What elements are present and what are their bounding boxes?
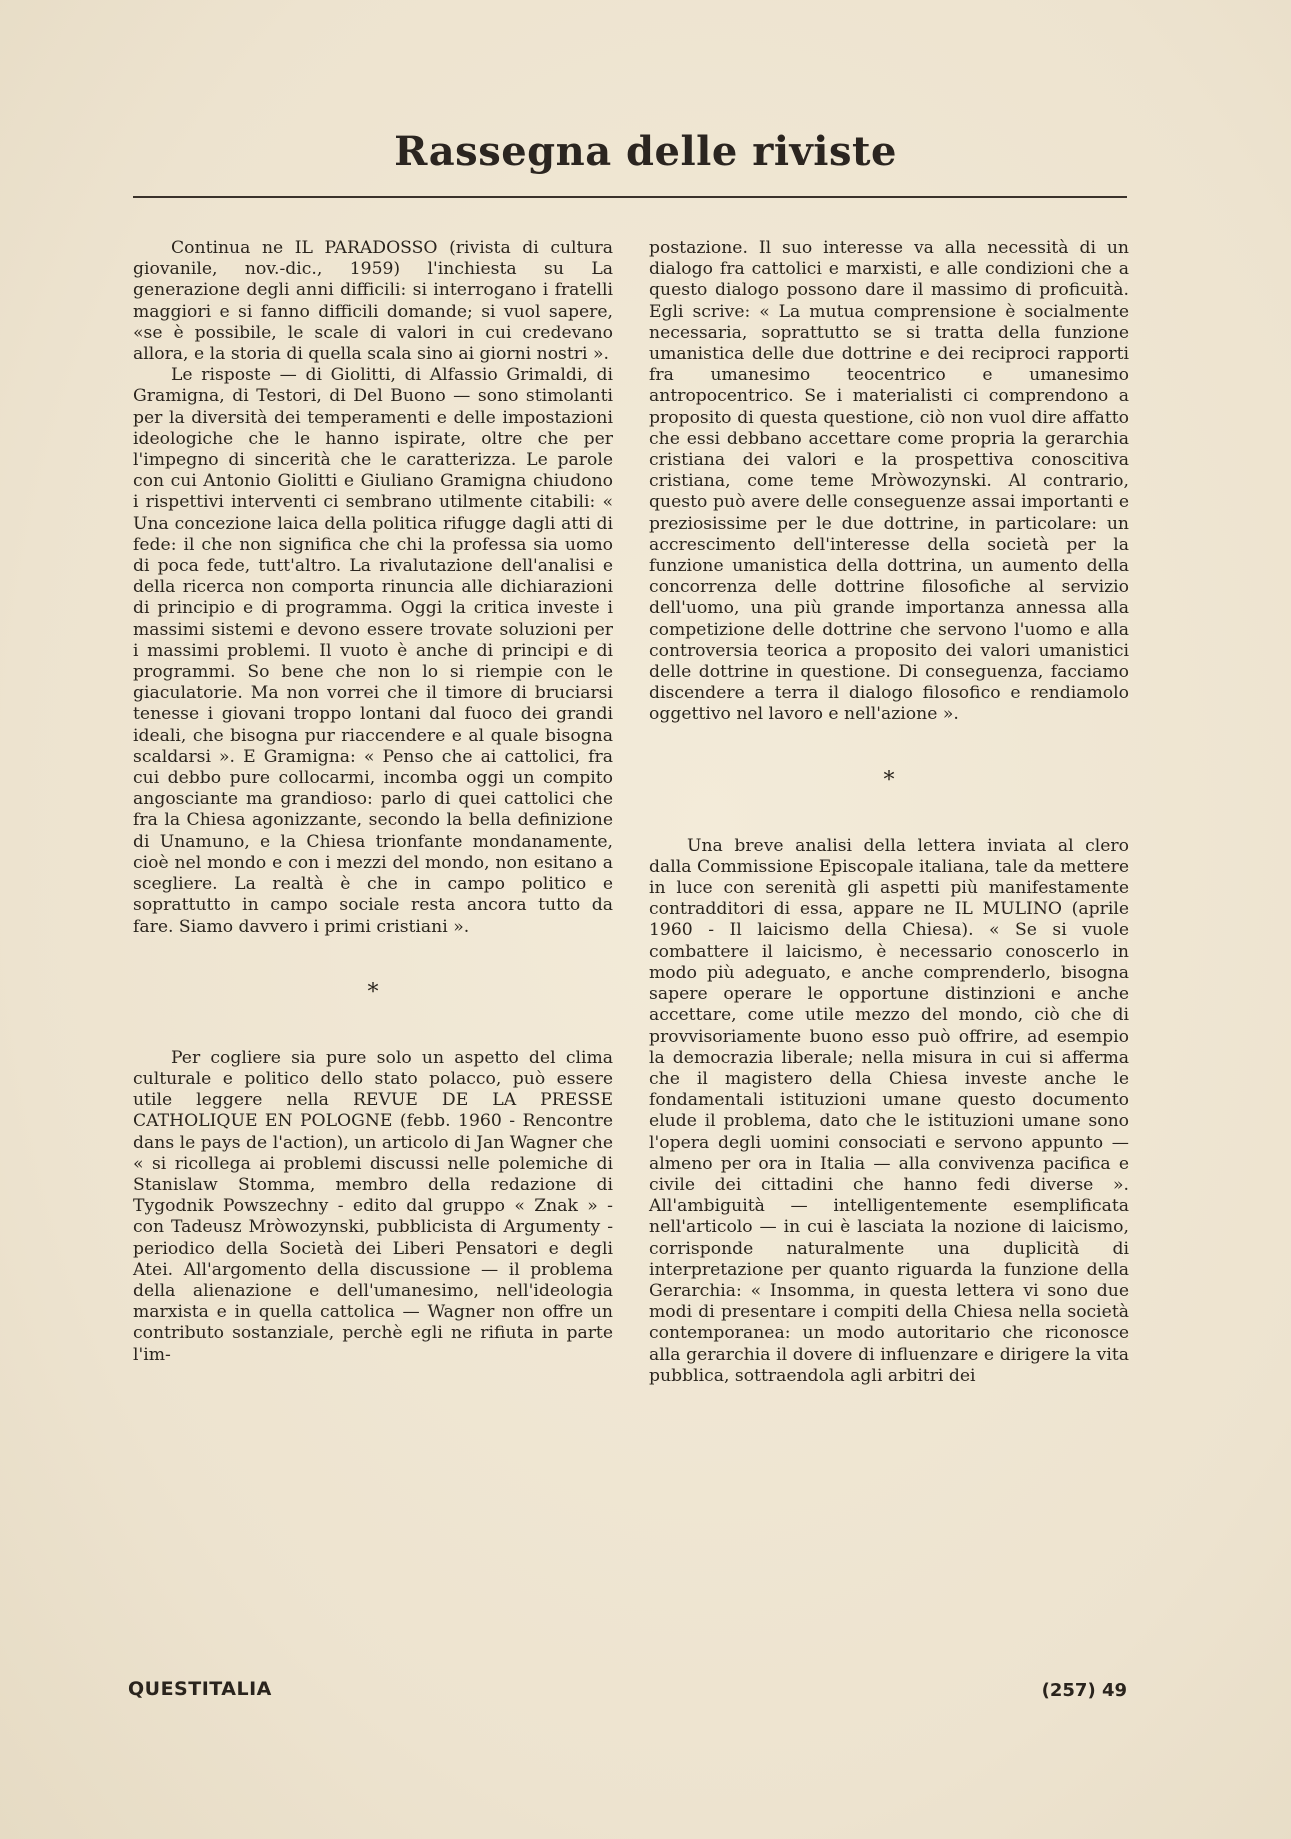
right-column bbox=[649, 238, 1129, 1387]
paragraph: Per cogliere sia pure solo un aspetto del clima culturale e politico dello stato polacco, può essere utile leggere nella REVUE DE LA PRESSE CATHOLIQUE EN POLOGNE (febb. 1960 - Rencontre dans le pays de l'action), un articolo di Jan Wagner che « si ricollega ai problemi discussi nelle polemiche di Stanislaw Stomma, membro della redazione di Tygodnik Powszechny - edito dal gruppo « Znak » - con Tadeusz Mròwozynski, pubblicista di Argumenty - periodico della Società dei Liberi Pensatori e degli Atei. All'argomento della discussione — il problema della alienazione e dell'umanesimo, nell'ideologia marxista e in quella cattolica — Wagner non offre un contributo sostanziale, perchè egli ne rifiuta in parte l'im- bbox=[133, 1047, 613, 1365]
paragraph: Le risposte — di Giolitti, di Alfassio Grimaldi, di Gramigna, di Testori, di Del Buono — sono stimolanti per la diversità dei temperamenti e delle impostazioni ideologiche che le hanno ispirate, oltre che per l'impegno di sincerità che le caratterizza. Le parole con cui Antonio Giolitti e Giuliano Gramigna chiudono i rispettivi interventi ci sembrano utilmente citabili: « Una concezione laica della politica rifugge dagli atti di fede: il che non significa che chi la professa sia uomo di poca fede, tutt'altro. La rivalutazione dell'analisi e della ricerca non comporta rinuncia alle dichiarazioni di principio e di programma. Oggi la critica investe i massimi sistemi e devono essere trovate soluzioni per i massimi problemi. Il vuoto è anche di principi e di programmi. So bene che non lo si riempie con le giaculatorie. Ma non vorrei che il timore di bruciarsi tenesse i giovani troppo lontani dal fuoco dei grandi ideali, che bisogna pur riaccendere e al quale bisogna scaldarsi ». E Gramigna: « Penso che ai cattolici, fra cui debbo pure collocarmi, incomba oggi un compito angosciante ma grandioso: parlo di quei cattolici che fra la Chiesa agonizzante, secondo la bella definizione di Unamuno, e la Chiesa trionfante mondanamente, cioè nel mondo e con i mezzi del mondo, non esitano a scegliere. La realtà è che in campo politico e soprattutto in campo sociale resta ancora tutto da fare. Siamo davvero i primi cristiani ». bbox=[133, 365, 613, 937]
publication-name: QUESTITALIA bbox=[128, 1678, 272, 1700]
paragraph: Una breve analisi della lettera inviata al clero dalla Commissione Episcopale italiana, tale da mettere in luce con serenità gli aspetti più manifestamente contradditori di essa, appare ne IL MULINO (aprile 1960 - Il laicismo della Chiesa). « Se si vuole combattere il laicismo, è necessario conoscerlo in modo più adeguato, e anche comprenderlo, bisogna sapere operare le opportune distinzioni e anche accettare, come utile mezzo del mondo, ciò che di provvisoriamente buono esso può offrire, ad esempio la democrazia liberale; nella misura in cui si afferma che il magistero della Chiesa investe anche le fondamentali istituzioni umane questo documento elude il problema, dato che le istituzioni umane sono l'opera degli uomini consociati e servono appunto — almeno per ora in Italia — alla convivenza pacifica e civile dei cittadini che hanno fedi diverse ». All'ambiguità — intelligentemente esemplificata nell'articolo — in cui è lasciata la nozione di laicismo, corrisponde naturalmente una duplicità di interpretazione per quanto riguarda la funzione della Gerarchia: « Insomma, in questa lettera vi sono due modi di presentare i compiti della Chiesa nella società contemporanea: un modo autoritario che riconosce alla gerarchia il dovere di influenzare e dirigere la vita pubblica, sottraendola agli arbitri dei bbox=[649, 835, 1129, 1386]
section-separator: * bbox=[367, 979, 379, 1005]
page-number: (257) 49 bbox=[1041, 1680, 1127, 1701]
section-separator: * bbox=[883, 767, 895, 793]
paragraph: Continua ne IL PARADOSSO (rivista di cultura giovanile, nov.-dic., 1959) l'inchiesta su La generazione degli anni difficili: si interrogano i fratelli maggiori e si fanno difficili domande; si vuol sapere, «se è possibile, le scale di valori in cui credevano allora, e la storia di quella scala sino ai giorni nostri ». bbox=[133, 238, 613, 365]
title-rule bbox=[133, 196, 1127, 198]
paragraph: postazione. Il suo interesse va alla necessità di un dialogo fra cattolici e marxisti, e alle condizioni che a questo dialogo possono dare il massimo di proficuità. Egli scrive: « La mutua comprensione è socialmente necessaria, soprattutto se si tratta della funzione umanistica delle due dottrine e dei reciproci rapporti fra umanesimo teocentrico e umanesimo antropocentrico. Se i materialisti ci comprendono a proposito di questa questione, ciò non vuol dire affatto che essi debbano accettare come propria la gerarchia cristiana dei valori e la prospettiva conoscitiva cristiana, come teme Mròwozynski. Al contrario, questo può avere delle conseguenze assai importanti e preziosissime per le due dottrine, in particolare: un accrescimento dell'interesse della società per la funzione umanistica della dottrina, un aumento della concorrenza delle dottrine filosofiche al servizio dell'uomo, una più grande importanza annessa alla competizione delle dottrine che servono l'uomo e alla controversia teorica a proposito dei valori umanistici delle dottrine in questione. Di conseguenza, facciamo discendere a terra il dialogo filosofico e rendiamolo oggettivo nel lavoro e nell'azione ». bbox=[649, 238, 1129, 725]
left-column bbox=[133, 238, 613, 1366]
page-title: Rassegna delle riviste bbox=[394, 128, 897, 175]
